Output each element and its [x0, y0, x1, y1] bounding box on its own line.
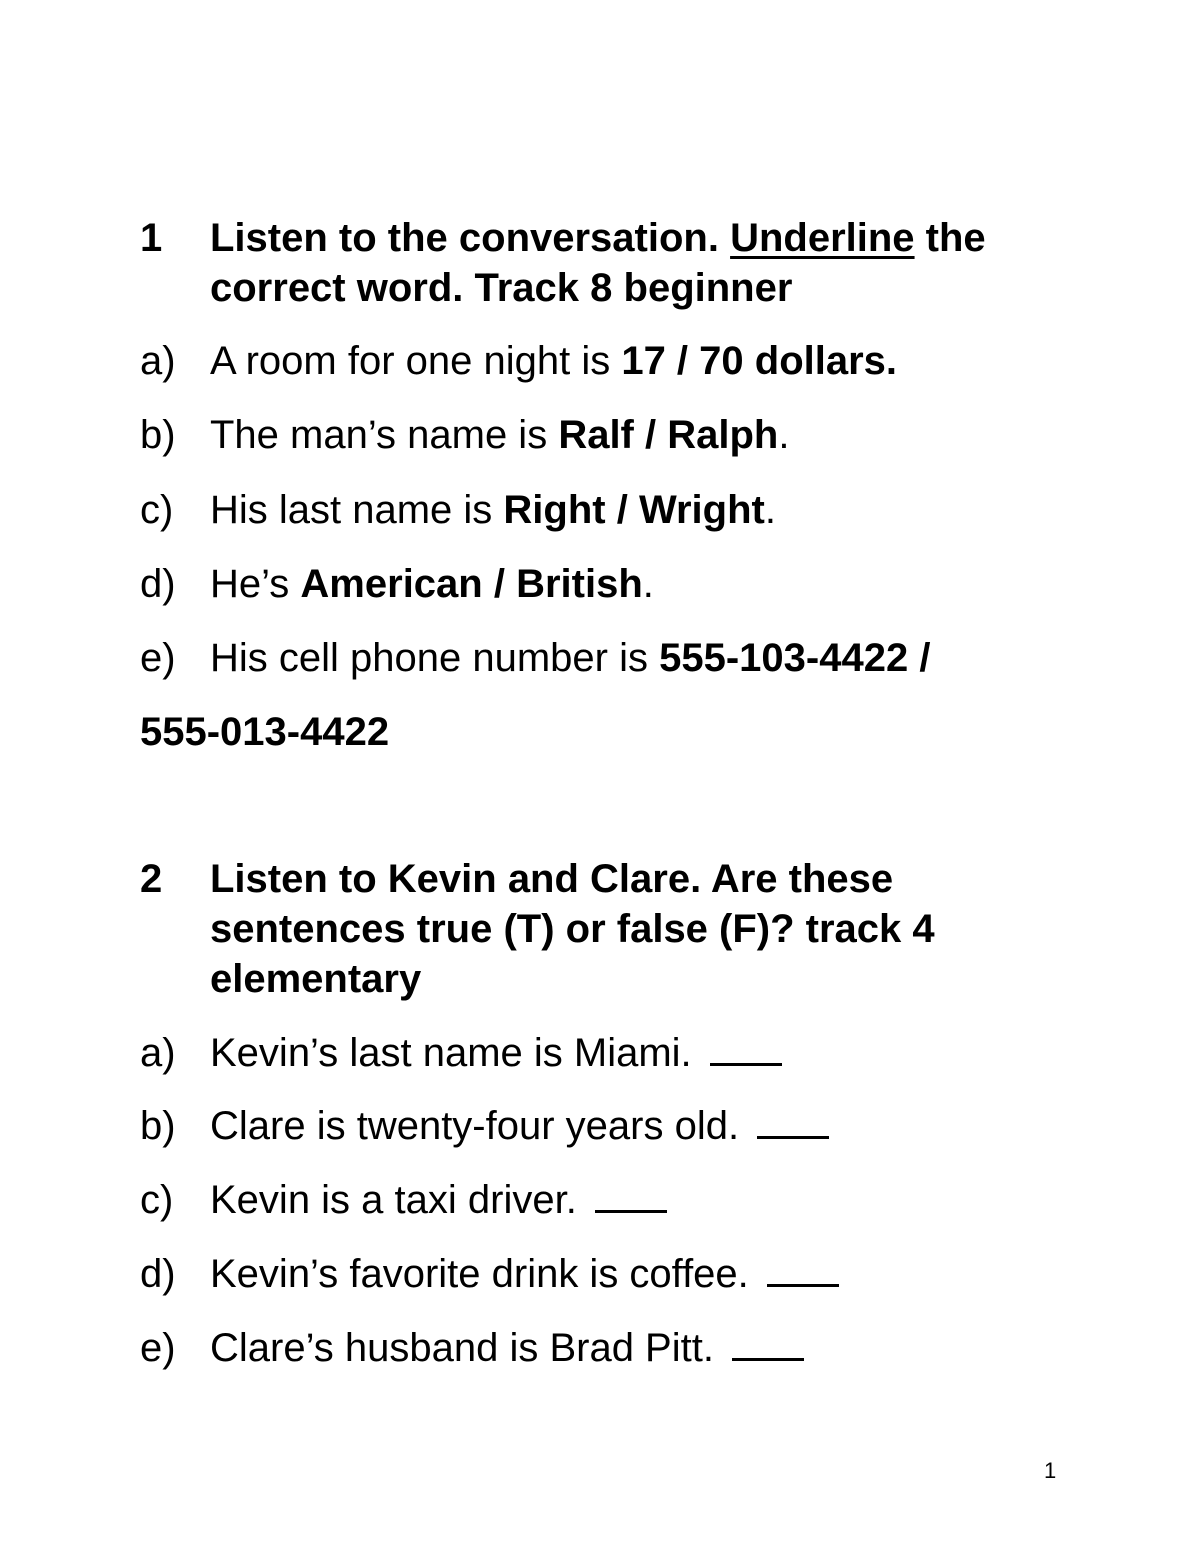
section-1-number: 1	[140, 216, 163, 260]
answer-blank[interactable]	[710, 1029, 782, 1066]
item-label: c)	[140, 1178, 174, 1222]
item-text: He’s	[210, 562, 301, 606]
section-1-heading-line2-text: correct word. Track 8 beginner	[210, 266, 793, 310]
item-choices: 17 / 70 dollars.	[621, 339, 898, 383]
section-2-number: 2	[140, 857, 163, 901]
item-choices: American / British	[300, 562, 643, 606]
answer-blank[interactable]	[595, 1176, 667, 1213]
item-label: e)	[140, 636, 176, 680]
item-text: Kevin’s favorite drink is coffee.	[210, 1252, 749, 1296]
item-label: b)	[140, 413, 176, 457]
item-choices: Right / Wright	[503, 488, 765, 532]
item-label: e)	[140, 1326, 176, 1370]
item-choices: Ralf / Ralph	[558, 413, 779, 457]
item-label: a)	[140, 1031, 176, 1075]
item-after: .	[764, 488, 776, 532]
item-after: .	[778, 413, 790, 457]
section-1-heading-part2: the	[914, 216, 986, 260]
item-label: d)	[140, 562, 176, 606]
item-text: Kevin’s last name is Miami.	[210, 1031, 692, 1075]
item-label: b)	[140, 1104, 176, 1148]
item-text: Kevin is a taxi driver.	[210, 1178, 577, 1222]
answer-blank[interactable]	[732, 1324, 804, 1361]
item-after: .	[642, 562, 654, 606]
item-label: c)	[140, 488, 174, 532]
section-2-heading-text-2: sentences true (T) or false (F)? track 4	[210, 907, 935, 951]
item-text: The man’s name is	[210, 413, 559, 457]
section-1-heading-part1: Listen to the conversation.	[210, 216, 731, 260]
item-text: His last name is	[210, 488, 504, 532]
item-text: A room for one night is	[210, 339, 622, 383]
page-number: 1	[1044, 1458, 1057, 1483]
section-2-heading-text-1: Listen to Kevin and Clare. Are these	[210, 857, 894, 901]
answer-blank[interactable]	[757, 1102, 829, 1139]
item-choices: 555-103-4422 /	[659, 636, 931, 680]
item-text: Clare’s husband is Brad Pitt.	[210, 1326, 714, 1370]
underline-word: Underline	[730, 216, 915, 260]
section-2-heading-text-3: elementary	[210, 957, 422, 1001]
item-label: a)	[140, 339, 176, 383]
answer-blank[interactable]	[767, 1250, 839, 1287]
item-label: d)	[140, 1252, 176, 1296]
item-text: Clare is twenty-four years old.	[210, 1104, 740, 1148]
item-text: His cell phone number is	[210, 636, 660, 680]
